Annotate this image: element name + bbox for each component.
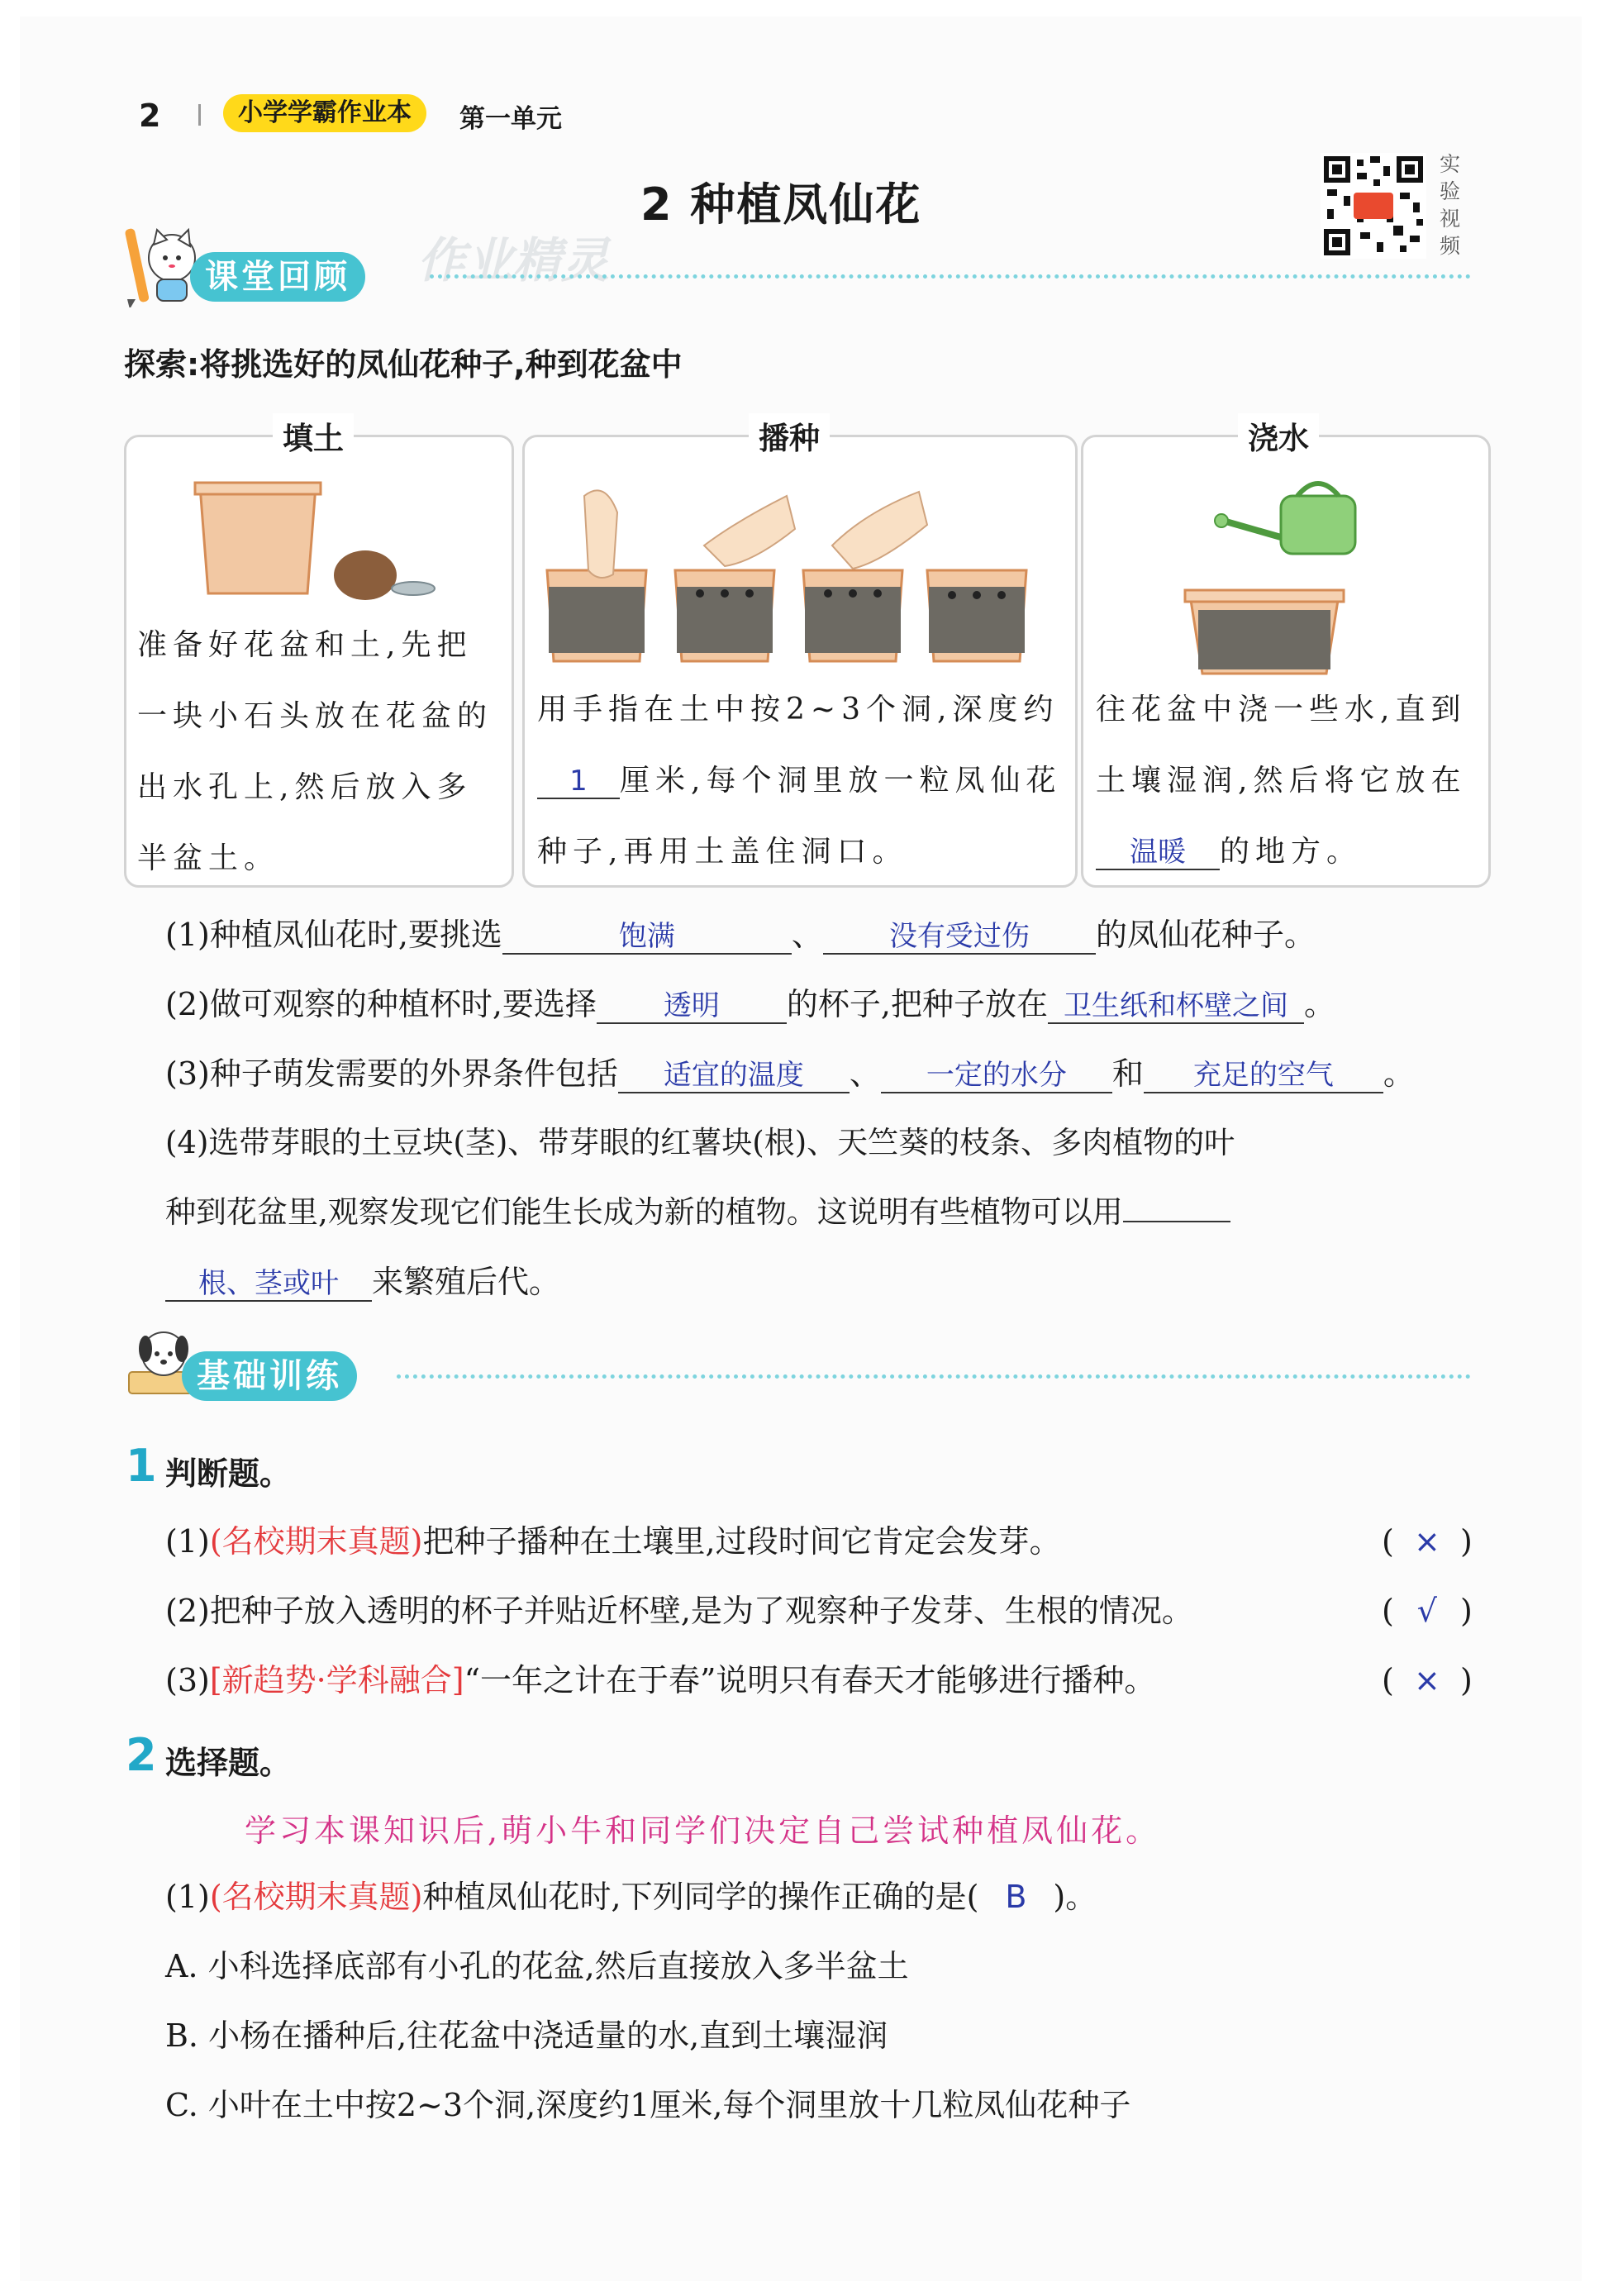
answer-blank-start xyxy=(1123,1221,1230,1222)
page-number: 2 xyxy=(139,98,161,134)
choice-option-c: C. 小叶在土中按2~3个洞,深度约1厘米,每个洞里放十几粒凤仙花种子 xyxy=(165,2087,1131,2123)
watermark-text: 作业精灵 xyxy=(417,232,610,288)
card-title: 浇水 xyxy=(1238,413,1319,458)
review-question-4-line2: 种到花盆里,观察发现它们能生长成为新的植物。这说明有些植物可以用 xyxy=(165,1192,1230,1233)
header-divider xyxy=(198,104,201,126)
answer-blank: 充足的空气 xyxy=(1144,1059,1383,1093)
judgment-answer: ( √ ) xyxy=(1382,1593,1473,1629)
judgment-answer: ( × ) xyxy=(1382,1662,1473,1698)
lesson-title: 2 种植凤仙花 xyxy=(640,179,922,231)
card-text: 用手指在土中按2~3个洞,深度约1 厘米,每个洞里放一粒凤仙花种子,再用土盖住洞口。 xyxy=(537,693,1062,869)
answer-blank: 温暖 xyxy=(1096,836,1220,870)
card-title: 播种 xyxy=(749,413,830,458)
review-question-1: (1)种植凤仙花时,要挑选 饱满 、 没有受过伤 的凤仙花种子。 xyxy=(165,917,1316,953)
unit-label: 第一单元 xyxy=(459,104,562,134)
answer-blank: 1 xyxy=(537,765,620,799)
card-text: 往花盆中浇一些水,直到土壤湿润,然后将它放在温暖 的地方。 xyxy=(1096,693,1467,869)
answer-blank: 没有受过伤 xyxy=(823,920,1096,955)
exercise-number: 2 xyxy=(126,1729,157,1781)
exercise-number: 1 xyxy=(126,1440,157,1492)
section-banner-review: 课堂回顾 xyxy=(190,252,365,302)
answer-blank: 一定的水分 xyxy=(881,1059,1112,1093)
judgment-item: (3)[新趋势·学科融合]“一年之计在于春”说明只有春天才能够进行播种。 xyxy=(165,1662,1156,1698)
answer-blank: 适宜的温度 xyxy=(618,1059,850,1093)
judgment-answer: ( × ) xyxy=(1382,1523,1473,1560)
explore-instruction: 探索:将挑选好的凤仙花种子,种到花盆中 xyxy=(124,346,683,383)
review-question-4-line1: (4)选带芽眼的土豆块(茎)、带芽眼的红薯块(根)、天竺葵的枝条、多肉植物的叶 xyxy=(165,1125,1235,1160)
section-divider xyxy=(430,274,1471,279)
watering-can-and-pot-illustration xyxy=(1173,471,1388,678)
qr-code-icon[interactable] xyxy=(1321,153,1426,259)
judgment-item: (2)把种子放入透明的杯子并贴近杯壁,是为了观察种子发芽、生根的情况。 xyxy=(165,1593,1193,1629)
answer-blank: 卫生纸和杯壁之间 xyxy=(1048,989,1304,1024)
section-banner-basics: 基础训练 xyxy=(182,1351,357,1401)
choice-answer: B xyxy=(1005,1879,1027,1915)
answer-blank: 透明 xyxy=(597,989,787,1024)
sowing-hands-and-pots-illustration xyxy=(539,479,1059,669)
answer-blank: 饱满 xyxy=(502,920,792,955)
exercise-heading: 判断题。 xyxy=(165,1455,292,1492)
cat-mascot-icon xyxy=(124,217,202,307)
choice-option-b: B. 小杨在播种后,往花盆中浇适量的水,直到土壤湿润 xyxy=(165,2017,888,2054)
review-question-2: (2)做可观察的种植杯时,要选择 透明 的杯子,把种子放在 卫生纸和杯壁之间 。 xyxy=(165,986,1336,1022)
answer-blank: 根、茎或叶 xyxy=(165,1267,372,1302)
scenario-intro: 学习本课知识后,萌小牛和同学们决定自己尝试种植凤仙花。 xyxy=(245,1813,1161,1849)
review-question-3: (3)种子萌发需要的外界条件包括 适宜的温度 、 一定的水分 和 充足的空气 。 xyxy=(165,1055,1415,1092)
exercise-heading: 选择题。 xyxy=(165,1745,292,1781)
card-title: 填土 xyxy=(273,413,354,458)
choice-question: (1)(名校期末真题)种植凤仙花时,下列同学的操作正确的是( B )。 xyxy=(165,1876,1097,1917)
card-text: 准备好花盆和土,先把一块小石头放在花盆的出水孔上,然后放入多半盆土。 xyxy=(137,628,493,875)
judgment-item: (1)(名校期末真题)把种子播种在土壤里,过段时间它肯定会发芽。 xyxy=(165,1523,1061,1560)
brand-badge: 小学学霸作业本 xyxy=(223,94,426,132)
flowerpot-with-soil-and-stone-illustration xyxy=(192,478,456,602)
section-divider xyxy=(397,1374,1471,1379)
qr-caption: 实验视频 xyxy=(1440,152,1461,258)
choice-option-a: A. 小科选择底部有小孔的花盆,然后直接放入多半盆土 xyxy=(165,1948,909,1984)
review-question-4-line3: 根、茎或叶 来繁殖后代。 xyxy=(165,1261,560,1303)
